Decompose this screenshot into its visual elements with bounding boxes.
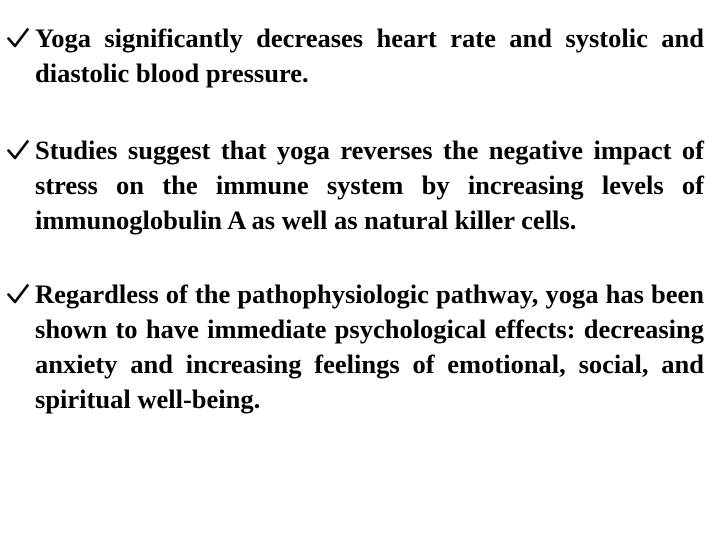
bullet-item — [6, 133, 704, 238]
bullet-item — [6, 21, 704, 91]
checkmark-icon — [6, 26, 30, 50]
checkmark-icon — [6, 138, 30, 162]
bullet-list — [6, 21, 704, 417]
bullet-item — [6, 277, 704, 417]
bullet-text: Yoga significantly decreases heart rate and systolic and diastolic blood pressure. — [35, 23, 704, 88]
bullet-text: Studies suggest that yoga reverses the negative impact of stress on the immune system by increasing levels of immunoglobulin A as well as natural killer cells. — [35, 135, 704, 235]
checkmark-icon — [6, 282, 30, 306]
bullet-text: Regardless of the pathophysiologic pathway, yoga has been shown to have immediate psychological effects: decreasing anxiety and increasing feelings of emotional, social, and spiritual well-being. — [35, 279, 704, 414]
